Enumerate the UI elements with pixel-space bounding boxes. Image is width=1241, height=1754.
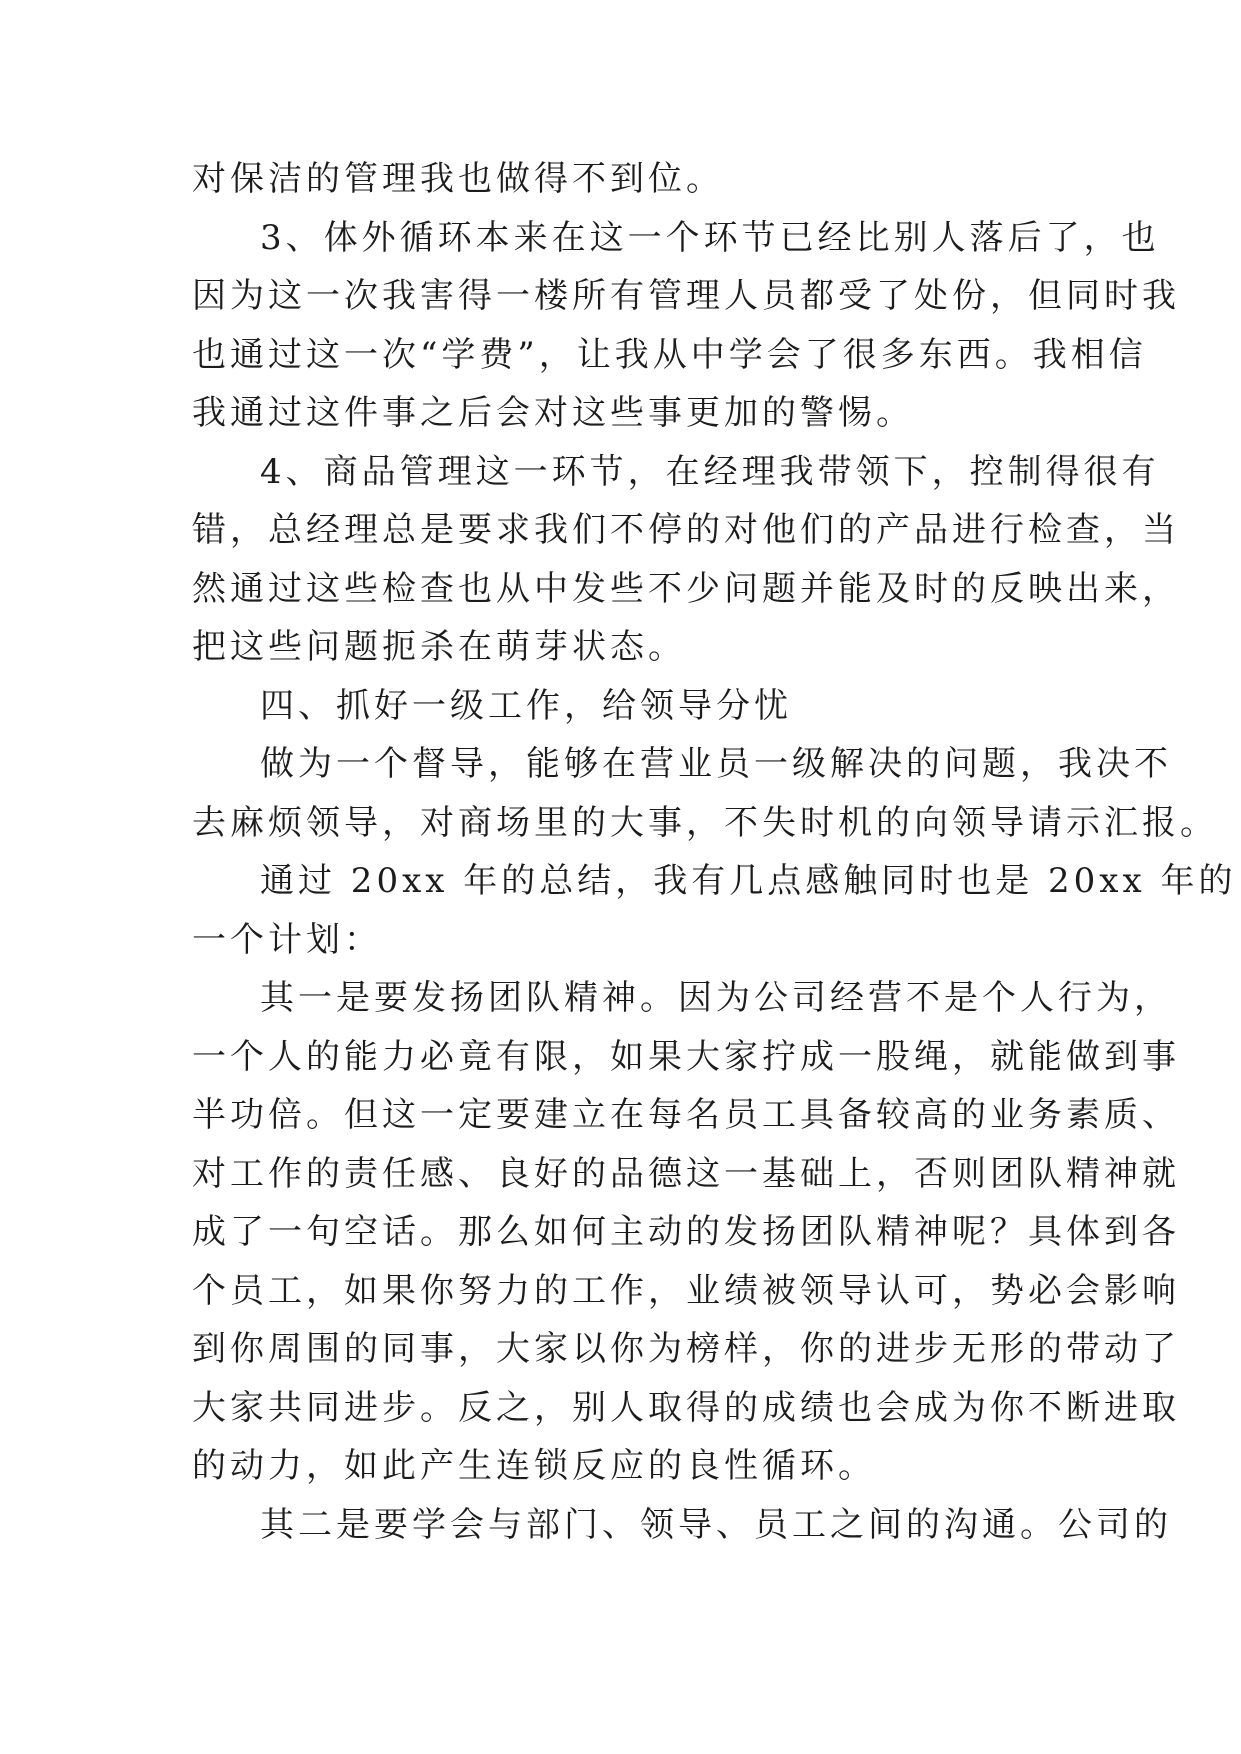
- text-line: 对工作的责任感、良好的品德这一基础上，否则团队精神就: [192, 1153, 1180, 1194]
- text-line: 一个人的能力必竟有限，如果大家拧成一股绳，就能做到事: [192, 1036, 1180, 1077]
- text-line: 去麻烦领导，对商场里的大事，不失时机的向领导请示汇报。: [192, 802, 1218, 843]
- text-line: 到你周围的同事，大家以你为榜样，你的进步无形的带动了: [192, 1329, 1180, 1369]
- section-heading: 四、抓好一级工作，给领导分忧: [260, 685, 792, 726]
- text-line: 错，总经理总是要求我们不停的对他们的产品进行检查，当: [192, 510, 1180, 550]
- text-line: 把这些问题扼杀在萌芽状态。: [192, 627, 686, 667]
- paragraph-start-line: 做为一个督导，能够在营业员一级解决的问题，我决不: [260, 744, 1172, 784]
- text-line: 成了一句空话。那么如何主动的发扬团队精神呢？具体到各: [192, 1212, 1180, 1252]
- text-line: 一个计划：: [192, 919, 382, 960]
- text-line: 然通过这些检查也从中发些不少问题并能及时的反映出来，: [192, 568, 1180, 609]
- text-line: 对保洁的管理我也做得不到位。: [192, 159, 724, 199]
- text-line: 半功倍。但这一定要建立在每名员工具备较高的业务素质、: [192, 1095, 1180, 1135]
- text-line: 也通过这一次“学费”，让我从中学会了很多东西。我相信: [192, 334, 1147, 375]
- paragraph-start-line: 3、体外循环本来在这一个环节已经比别人落后了，也: [260, 217, 1160, 258]
- paragraph-start-line: 通过 20xx 年的总结，我有几点感触同时也是 20xx 年的: [260, 861, 1237, 901]
- paragraph-start-line: 4、商品管理这一环节，在经理我带领下，控制得很有: [260, 451, 1160, 492]
- text-line: 的动力，如此产生连锁反应的良性循环。: [192, 1446, 876, 1486]
- text-line: 我通过这件事之后会对这些事更加的警惕。: [192, 393, 914, 433]
- text-line: 大家共同进步。反之，别人取得的成绩也会成为你不断进取: [192, 1387, 1180, 1428]
- text-line: 个员工，如果你努力的工作，业绩被领导认可，势必会影响: [192, 1270, 1180, 1311]
- paragraph-start-line: 其一是要发扬团队精神。因为公司经营不是个人行为，: [260, 978, 1172, 1018]
- paragraph-start-line: 其二是要学会与部门、领导、员工之间的沟通。公司的: [260, 1504, 1172, 1545]
- text-line: 因为这一次我害得一楼所有管理人员都受了处份，但同时我: [192, 276, 1180, 316]
- document-body: [192, 150, 1237, 1554]
